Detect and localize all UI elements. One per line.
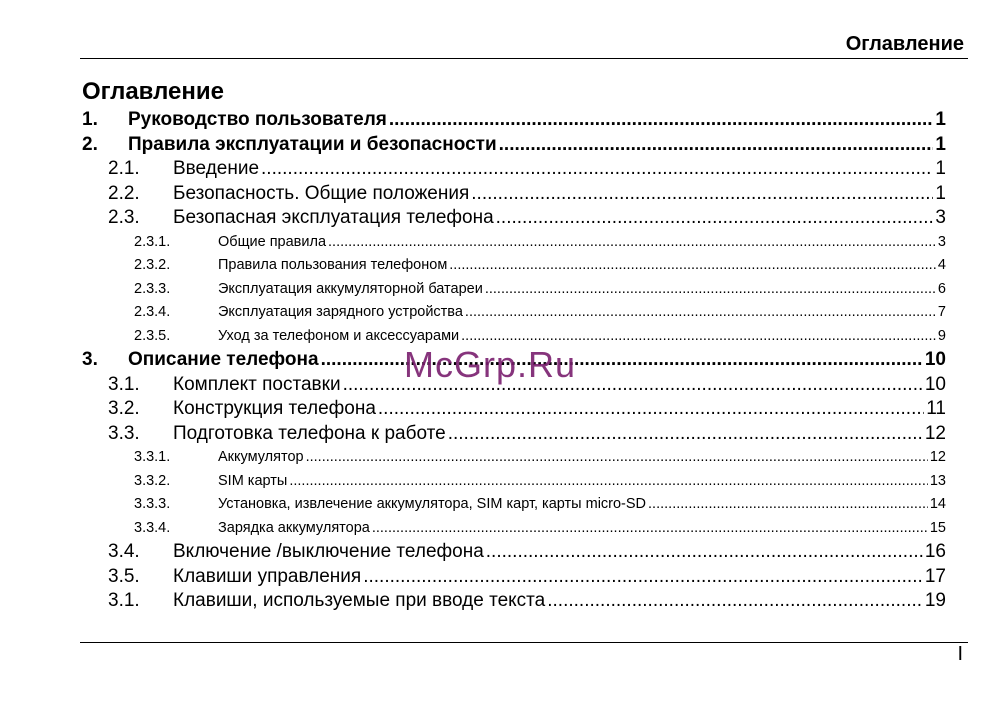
dot-leader xyxy=(465,301,936,325)
entry-page: 12 xyxy=(924,422,946,444)
entry-title: Уход за телефоном и аксессуарами xyxy=(218,327,460,344)
entry-number: 2.1. xyxy=(108,158,140,179)
toc-entry[interactable] xyxy=(82,278,946,302)
entry-title: Клавиши управления xyxy=(173,565,362,587)
entry-title: Введение xyxy=(173,158,260,179)
entry-title: Установка, извлечение аккумулятора, SIM карт, карты micro-SD xyxy=(218,496,647,512)
entry-page: 11 xyxy=(926,398,946,419)
toc-entry[interactable] xyxy=(82,397,946,422)
dot-leader xyxy=(378,397,924,422)
dot-leader xyxy=(321,348,923,373)
entry-number: 1. xyxy=(82,109,98,130)
entry-number: 3.3.1. xyxy=(134,449,171,465)
toc-entry[interactable] xyxy=(82,108,946,133)
entry-number: 3. xyxy=(82,349,98,370)
entry-page: 1 xyxy=(935,182,946,204)
watermark: McGrp.Ru xyxy=(404,344,577,385)
entry-page: 10 xyxy=(924,349,946,370)
footer-divider xyxy=(80,642,968,643)
entry-page: 6 xyxy=(937,280,946,297)
entry-number: 2.3.1. xyxy=(134,233,171,250)
dot-leader xyxy=(648,493,928,517)
toc-entry[interactable] xyxy=(82,206,946,231)
entry-number: 2.3.3. xyxy=(134,280,171,297)
entry-number: 2.2. xyxy=(108,182,140,204)
toc-entry[interactable] xyxy=(82,540,946,565)
dot-leader xyxy=(328,231,936,255)
dot-leader xyxy=(499,133,934,158)
entry-number: 3.5. xyxy=(108,565,140,587)
entry-page: 3 xyxy=(937,233,946,250)
toc-entry[interactable] xyxy=(82,325,946,349)
dot-leader xyxy=(461,325,936,349)
entry-page: 3 xyxy=(935,207,946,228)
entry-page: 13 xyxy=(929,472,946,489)
running-header: Оглавление xyxy=(845,33,964,55)
toc-entry[interactable] xyxy=(82,422,946,447)
entry-title: Общие правила xyxy=(218,233,327,250)
entry-title: Комплект поставки xyxy=(173,373,341,395)
dot-leader xyxy=(306,446,928,470)
toc-entry[interactable] xyxy=(82,182,946,207)
entry-page: 1 xyxy=(935,109,946,130)
entry-title: SIM карты xyxy=(218,472,288,489)
toc-entry[interactable] xyxy=(82,133,946,158)
entry-title: Зарядка аккумулятора xyxy=(218,519,370,536)
toc-entry[interactable] xyxy=(82,157,946,182)
entry-title: Подготовка телефона к работе xyxy=(173,422,446,444)
entry-title: Безопасная эксплуатация телефона xyxy=(173,207,494,228)
entry-title: Эксплуатация аккумуляторной батареи xyxy=(218,280,483,297)
entry-title: Клавиши, используемые при вводе текста xyxy=(173,590,546,611)
toc-entry[interactable] xyxy=(82,348,946,373)
entry-page: 1 xyxy=(935,158,946,179)
entry-title: Включение /выключение телефона xyxy=(173,541,484,562)
dot-leader xyxy=(372,517,928,541)
dot-leader xyxy=(449,254,936,278)
table-of-contents xyxy=(82,108,946,614)
entry-title: Конструкция телефона xyxy=(173,398,376,419)
dot-leader xyxy=(389,108,934,133)
entry-number: 3.3.4. xyxy=(134,519,171,536)
dot-leader xyxy=(496,206,934,231)
entry-title: Описание телефона xyxy=(128,349,319,370)
entry-number: 2.3.2. xyxy=(134,257,171,273)
entry-page: 14 xyxy=(929,496,946,512)
dot-leader xyxy=(261,157,933,182)
entry-title: Аккумулятор xyxy=(218,449,304,465)
entry-number: 2.3.4. xyxy=(134,304,171,320)
entry-number: 2.3.5. xyxy=(134,327,171,344)
entry-number: 3.3. xyxy=(108,422,140,444)
dot-leader xyxy=(363,565,923,590)
entry-page: 17 xyxy=(924,565,946,587)
toc-entry[interactable] xyxy=(82,517,946,541)
entry-page: 10 xyxy=(924,373,946,395)
dot-leader xyxy=(471,182,933,207)
entry-title: Эксплуатация зарядного устройства xyxy=(218,304,463,320)
toc-entry[interactable] xyxy=(82,231,946,255)
toc-entry[interactable] xyxy=(82,446,946,470)
toc-entry[interactable] xyxy=(82,589,946,614)
entry-page: 12 xyxy=(929,449,946,465)
toc-entry[interactable] xyxy=(82,301,946,325)
entry-number: 3.1. xyxy=(108,373,140,395)
entry-title: Правила эксплуатации и безопасности xyxy=(128,133,497,155)
header-divider xyxy=(80,58,968,59)
entry-page: 19 xyxy=(924,590,946,611)
entry-number: 3.3.2. xyxy=(134,472,171,489)
dot-leader xyxy=(343,373,923,398)
entry-number: 3.1. xyxy=(108,590,140,611)
toc-entry[interactable] xyxy=(82,373,946,398)
entry-number: 3.3.3. xyxy=(134,496,171,512)
entry-number: 3.4. xyxy=(108,541,140,562)
entry-number: 2. xyxy=(82,133,98,155)
dot-leader xyxy=(486,540,923,565)
dot-leader xyxy=(547,589,923,614)
entry-page: 1 xyxy=(935,133,946,155)
toc-title: Оглавление xyxy=(82,78,224,105)
entry-page: 4 xyxy=(937,257,946,273)
toc-entry[interactable] xyxy=(82,254,946,278)
entry-title: Руководство пользователя xyxy=(128,109,387,130)
entry-title: Безопасность. Общие положения xyxy=(173,182,470,204)
entry-title: Правила пользования телефоном xyxy=(218,257,448,273)
entry-page: 15 xyxy=(929,519,946,536)
entry-page: 16 xyxy=(924,541,946,562)
toc-entry[interactable] xyxy=(82,470,946,494)
dot-leader xyxy=(448,422,923,447)
dot-leader xyxy=(289,470,928,494)
entry-number: 2.3. xyxy=(108,207,140,228)
toc-entry[interactable] xyxy=(82,493,946,517)
entry-page: 9 xyxy=(937,327,946,344)
dot-leader xyxy=(485,278,936,302)
entry-number: 3.2. xyxy=(108,398,140,419)
toc-entry[interactable] xyxy=(82,565,946,590)
entry-page: 7 xyxy=(937,304,946,320)
page-number: I xyxy=(957,643,963,665)
